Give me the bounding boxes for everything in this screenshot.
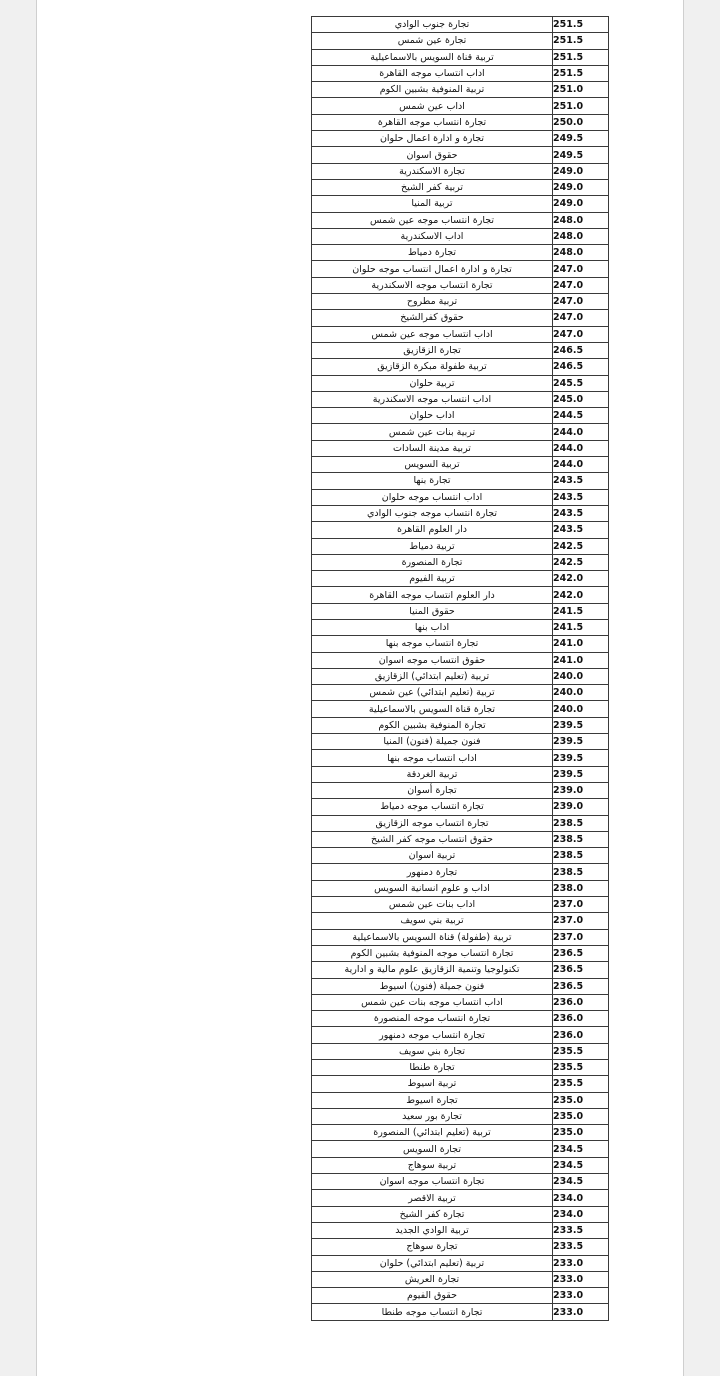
score-cell: 233.0 xyxy=(553,1255,609,1271)
faculty-name-cell: تجارة و ادارة اعمال حلوان xyxy=(312,131,553,147)
faculty-name-cell: تجارة انتساب موجه الاسكندرية xyxy=(312,277,553,293)
table-row xyxy=(312,994,609,1010)
table-row xyxy=(312,1190,609,1206)
score-cell: 236.5 xyxy=(553,962,609,978)
faculty-name-cell: تجارة انتساب موجه عين شمس xyxy=(312,212,553,228)
faculty-name-cell: تجارة انتساب موجه جنوب الوادي xyxy=(312,505,553,521)
faculty-name-cell: اداب انتساب موجه القاهرة xyxy=(312,65,553,81)
table-row xyxy=(312,196,609,212)
table-row xyxy=(312,17,609,33)
table-row xyxy=(312,766,609,782)
score-cell: 244.0 xyxy=(553,457,609,473)
score-cell: 234.5 xyxy=(553,1174,609,1190)
table-row xyxy=(312,897,609,913)
faculty-name-cell: تربية المنوفية بشبين الكوم xyxy=(312,82,553,98)
faculty-name-cell: تجارة سوهاج xyxy=(312,1239,553,1255)
score-cell: 242.0 xyxy=(553,587,609,603)
scores-table xyxy=(311,16,609,1321)
score-cell: 251.5 xyxy=(553,17,609,33)
faculty-name-cell: تربية طفولة مبكرة الزقازيق xyxy=(312,359,553,375)
faculty-name-cell: تجارة أسوان xyxy=(312,782,553,798)
table-row xyxy=(312,505,609,521)
table-row xyxy=(312,408,609,424)
score-cell: 248.0 xyxy=(553,245,609,261)
score-cell: 239.0 xyxy=(553,799,609,815)
score-cell: 248.0 xyxy=(553,212,609,228)
score-cell: 240.0 xyxy=(553,685,609,701)
faculty-name-cell: تجارة السويس xyxy=(312,1141,553,1157)
faculty-name-cell: تجارة انتساب موجه المنصورة xyxy=(312,1011,553,1027)
faculty-name-cell: تجارة اسيوط xyxy=(312,1092,553,1108)
table-row xyxy=(312,815,609,831)
faculty-name-cell: تربية حلوان xyxy=(312,375,553,391)
faculty-name-cell: اداب انتساب موجه بنها xyxy=(312,750,553,766)
table-row xyxy=(312,359,609,375)
table-row xyxy=(312,1125,609,1141)
table-row xyxy=(312,685,609,701)
faculty-name-cell: تربية (تعليم ابتدائي) عين شمس xyxy=(312,685,553,701)
table-row xyxy=(312,1304,609,1320)
faculty-name-cell: تجارة بنها xyxy=(312,473,553,489)
table-row xyxy=(312,636,609,652)
table-row xyxy=(312,294,609,310)
faculty-name-cell: تجارة دمياط xyxy=(312,245,553,261)
score-cell: 238.5 xyxy=(553,864,609,880)
faculty-name-cell: تربية (طفولة) قناة السويس بالاسماعيلية xyxy=(312,929,553,945)
table-row xyxy=(312,831,609,847)
faculty-name-cell: تجارة دمنهور xyxy=(312,864,553,880)
score-cell: 237.0 xyxy=(553,929,609,945)
score-cell: 238.5 xyxy=(553,831,609,847)
table-row xyxy=(312,1255,609,1271)
table-row xyxy=(312,848,609,864)
table-row xyxy=(312,82,609,98)
score-cell: 238.0 xyxy=(553,880,609,896)
score-cell: 247.0 xyxy=(553,261,609,277)
faculty-name-cell: تجارة المنوفية بشبين الكوم xyxy=(312,717,553,733)
score-cell: 246.5 xyxy=(553,359,609,375)
faculty-name-cell: تجارة انتساب موجه دمياط xyxy=(312,799,553,815)
table-row xyxy=(312,326,609,342)
table-row xyxy=(312,277,609,293)
faculty-name-cell: تجارة بور سعيد xyxy=(312,1108,553,1124)
table-row xyxy=(312,1288,609,1304)
score-cell: 251.5 xyxy=(553,65,609,81)
score-cell: 250.0 xyxy=(553,114,609,130)
table-row xyxy=(312,261,609,277)
score-cell: 235.0 xyxy=(553,1108,609,1124)
table-row xyxy=(312,1239,609,1255)
table-row xyxy=(312,49,609,65)
faculty-name-cell: تجارة انتساب موجه اسوان xyxy=(312,1174,553,1190)
faculty-name-cell: اداب الاسكندرية xyxy=(312,228,553,244)
faculty-name-cell: تربية مدينة السادات xyxy=(312,440,553,456)
faculty-name-cell: تجارة الزقازيق xyxy=(312,342,553,358)
faculty-name-cell: تجارة طنطا xyxy=(312,1060,553,1076)
faculty-name-cell: تربية قناة السويس بالاسماعيلية xyxy=(312,49,553,65)
score-cell: 235.0 xyxy=(553,1125,609,1141)
faculty-name-cell: تجارة قناة السويس بالاسماعيلية xyxy=(312,701,553,717)
table-row xyxy=(312,734,609,750)
score-cell: 234.0 xyxy=(553,1206,609,1222)
score-cell: 243.5 xyxy=(553,505,609,521)
table-row xyxy=(312,147,609,163)
faculty-name-cell: حقوق المنيا xyxy=(312,603,553,619)
score-cell: 242.5 xyxy=(553,538,609,554)
score-cell: 238.5 xyxy=(553,815,609,831)
table-row xyxy=(312,554,609,570)
score-cell: 236.5 xyxy=(553,945,609,961)
score-cell: 243.5 xyxy=(553,522,609,538)
faculty-name-cell: تجارة انتساب موجه الزقازيق xyxy=(312,815,553,831)
faculty-name-cell: تجارة انتساب موجه المنوفية بشبين الكوم xyxy=(312,945,553,961)
score-cell: 251.0 xyxy=(553,82,609,98)
faculty-name-cell: تربية بنات عين شمس xyxy=(312,424,553,440)
faculty-name-cell: تربية الغردقة xyxy=(312,766,553,782)
table-row xyxy=(312,1060,609,1076)
faculty-name-cell: تكنولوجيا وتنمية الزقازيق علوم مالية و ادارية xyxy=(312,962,553,978)
faculty-name-cell: تربية المنيا xyxy=(312,196,553,212)
table-row xyxy=(312,33,609,49)
score-cell: 236.0 xyxy=(553,1011,609,1027)
score-cell: 241.0 xyxy=(553,652,609,668)
faculty-name-cell: تربية الفيوم xyxy=(312,571,553,587)
score-cell: 236.0 xyxy=(553,994,609,1010)
table-row xyxy=(312,978,609,994)
table-row xyxy=(312,131,609,147)
faculty-name-cell: تجارة انتساب موجه طنطا xyxy=(312,1304,553,1320)
score-cell: 233.0 xyxy=(553,1271,609,1287)
score-cell: 240.0 xyxy=(553,668,609,684)
table-row xyxy=(312,310,609,326)
score-cell: 251.0 xyxy=(553,98,609,114)
score-cell: 242.0 xyxy=(553,571,609,587)
score-cell: 237.0 xyxy=(553,913,609,929)
table-row xyxy=(312,522,609,538)
score-cell: 234.5 xyxy=(553,1157,609,1173)
table-row xyxy=(312,668,609,684)
faculty-name-cell: تجارة انتساب موجه بنها xyxy=(312,636,553,652)
faculty-name-cell: تجارة عين شمس xyxy=(312,33,553,49)
table-row xyxy=(312,587,609,603)
table-row xyxy=(312,391,609,407)
score-cell: 233.5 xyxy=(553,1239,609,1255)
document-page xyxy=(36,0,684,1376)
score-cell: 235.5 xyxy=(553,1043,609,1059)
table-row xyxy=(312,440,609,456)
table-row xyxy=(312,179,609,195)
table-row xyxy=(312,717,609,733)
table-row xyxy=(312,424,609,440)
faculty-name-cell: تربية (تعليم ابتدائي) الزقازيق xyxy=(312,668,553,684)
score-cell: 236.0 xyxy=(553,1027,609,1043)
table-row xyxy=(312,864,609,880)
faculty-name-cell: اداب عين شمس xyxy=(312,98,553,114)
score-cell: 244.0 xyxy=(553,424,609,440)
table-row xyxy=(312,880,609,896)
table-row xyxy=(312,652,609,668)
score-cell: 241.0 xyxy=(553,636,609,652)
faculty-name-cell: تربية السويس xyxy=(312,457,553,473)
score-cell: 239.0 xyxy=(553,782,609,798)
table-row xyxy=(312,1011,609,1027)
faculty-name-cell: حقوق الفيوم xyxy=(312,1288,553,1304)
table-row xyxy=(312,1174,609,1190)
faculty-name-cell: حقوق انتساب موجه اسوان xyxy=(312,652,553,668)
faculty-name-cell: تربية بني سويف xyxy=(312,913,553,929)
table-row xyxy=(312,962,609,978)
score-cell: 233.0 xyxy=(553,1304,609,1320)
faculty-name-cell: تربية الوادي الجديد xyxy=(312,1222,553,1238)
faculty-name-cell: تجارة جنوب الوادي xyxy=(312,17,553,33)
score-cell: 249.0 xyxy=(553,179,609,195)
table-row xyxy=(312,1043,609,1059)
faculty-name-cell: تربية اسوان xyxy=(312,848,553,864)
score-cell: 249.5 xyxy=(553,131,609,147)
table-row xyxy=(312,945,609,961)
table-row xyxy=(312,1027,609,1043)
faculty-name-cell: تجارة و ادارة اعمال انتساب موجه حلوان xyxy=(312,261,553,277)
score-cell: 247.0 xyxy=(553,277,609,293)
score-cell: 249.0 xyxy=(553,163,609,179)
table-row xyxy=(312,212,609,228)
score-cell: 233.5 xyxy=(553,1222,609,1238)
score-cell: 241.5 xyxy=(553,619,609,635)
score-cell: 242.5 xyxy=(553,554,609,570)
table-row xyxy=(312,913,609,929)
score-cell: 249.5 xyxy=(553,147,609,163)
table-row xyxy=(312,228,609,244)
table-row xyxy=(312,245,609,261)
score-cell: 241.5 xyxy=(553,603,609,619)
table-row xyxy=(312,1206,609,1222)
faculty-name-cell: تجارة العريش xyxy=(312,1271,553,1287)
table-row xyxy=(312,1141,609,1157)
score-cell: 239.5 xyxy=(553,717,609,733)
score-cell: 245.5 xyxy=(553,375,609,391)
faculty-name-cell: دار العلوم انتساب موجه القاهرة xyxy=(312,587,553,603)
score-cell: 235.5 xyxy=(553,1076,609,1092)
faculty-name-cell: دار العلوم القاهرة xyxy=(312,522,553,538)
faculty-name-cell: فنون جميلة (فنون) اسيوط xyxy=(312,978,553,994)
table-row xyxy=(312,538,609,554)
table-row xyxy=(312,701,609,717)
table-row xyxy=(312,114,609,130)
score-cell: 247.0 xyxy=(553,294,609,310)
faculty-name-cell: تربية دمياط xyxy=(312,538,553,554)
score-cell: 243.5 xyxy=(553,473,609,489)
faculty-name-cell: تجارة بني سويف xyxy=(312,1043,553,1059)
score-cell: 249.0 xyxy=(553,196,609,212)
table-row xyxy=(312,163,609,179)
table-row xyxy=(312,619,609,635)
faculty-name-cell: اداب حلوان xyxy=(312,408,553,424)
table-row xyxy=(312,1271,609,1287)
score-cell: 237.0 xyxy=(553,897,609,913)
faculty-name-cell: تربية مطروح xyxy=(312,294,553,310)
table-row xyxy=(312,1076,609,1092)
table-row xyxy=(312,473,609,489)
table-row xyxy=(312,1222,609,1238)
table-row xyxy=(312,457,609,473)
faculty-name-cell: تربية (تعليم ابتدائي) حلوان xyxy=(312,1255,553,1271)
faculty-name-cell: تربية كفر الشيخ xyxy=(312,179,553,195)
score-cell: 247.0 xyxy=(553,310,609,326)
score-cell: 240.0 xyxy=(553,701,609,717)
faculty-name-cell: تجارة انتساب موجه القاهرة xyxy=(312,114,553,130)
scores-table-body xyxy=(312,17,609,1321)
table-row xyxy=(312,929,609,945)
score-cell: 236.5 xyxy=(553,978,609,994)
score-cell: 251.5 xyxy=(553,49,609,65)
score-cell: 244.5 xyxy=(553,408,609,424)
score-cell: 251.5 xyxy=(553,33,609,49)
table-row xyxy=(312,98,609,114)
faculty-name-cell: تربية اسيوط xyxy=(312,1076,553,1092)
faculty-name-cell: تجارة كفر الشيخ xyxy=(312,1206,553,1222)
faculty-name-cell: تجارة المنصورة xyxy=(312,554,553,570)
faculty-name-cell: تربية الاقصر xyxy=(312,1190,553,1206)
faculty-name-cell: اداب انتساب موجه بنات عين شمس xyxy=(312,994,553,1010)
faculty-name-cell: تربية سوهاج xyxy=(312,1157,553,1173)
faculty-name-cell: تجارة الاسكندرية xyxy=(312,163,553,179)
faculty-name-cell: تربية (تعليم ابتدائي) المنصورة xyxy=(312,1125,553,1141)
table-row xyxy=(312,603,609,619)
score-cell: 245.0 xyxy=(553,391,609,407)
table-row xyxy=(312,1108,609,1124)
faculty-name-cell: اداب و علوم انسانية السويس xyxy=(312,880,553,896)
faculty-name-cell: فنون جميلة (فنون) المنيا xyxy=(312,734,553,750)
faculty-name-cell: اداب بنات عين شمس xyxy=(312,897,553,913)
faculty-name-cell: حقوق كفرالشيخ xyxy=(312,310,553,326)
table-row xyxy=(312,375,609,391)
score-cell: 235.0 xyxy=(553,1092,609,1108)
table-row xyxy=(312,799,609,815)
score-cell: 233.0 xyxy=(553,1288,609,1304)
table-row xyxy=(312,782,609,798)
faculty-name-cell: تجارة انتساب موجه دمنهور xyxy=(312,1027,553,1043)
score-cell: 238.5 xyxy=(553,848,609,864)
score-cell: 234.5 xyxy=(553,1141,609,1157)
score-cell: 248.0 xyxy=(553,228,609,244)
table-row xyxy=(312,1092,609,1108)
table-row xyxy=(312,342,609,358)
score-cell: 243.5 xyxy=(553,489,609,505)
faculty-name-cell: اداب بنها xyxy=(312,619,553,635)
faculty-name-cell: اداب انتساب موجه حلوان xyxy=(312,489,553,505)
faculty-name-cell: حقوق انتساب موجه كفر الشيخ xyxy=(312,831,553,847)
table-row xyxy=(312,750,609,766)
score-cell: 246.5 xyxy=(553,342,609,358)
table-row xyxy=(312,65,609,81)
score-cell: 247.0 xyxy=(553,326,609,342)
score-cell: 239.5 xyxy=(553,734,609,750)
score-cell: 235.5 xyxy=(553,1060,609,1076)
score-cell: 239.5 xyxy=(553,766,609,782)
table-row xyxy=(312,1157,609,1173)
score-cell: 244.0 xyxy=(553,440,609,456)
score-cell: 234.0 xyxy=(553,1190,609,1206)
table-row xyxy=(312,489,609,505)
faculty-name-cell: اداب انتساب موجه الاسكندرية xyxy=(312,391,553,407)
table-row xyxy=(312,571,609,587)
faculty-name-cell: اداب انتساب موجه عين شمس xyxy=(312,326,553,342)
faculty-name-cell: حقوق اسوان xyxy=(312,147,553,163)
score-cell: 239.5 xyxy=(553,750,609,766)
